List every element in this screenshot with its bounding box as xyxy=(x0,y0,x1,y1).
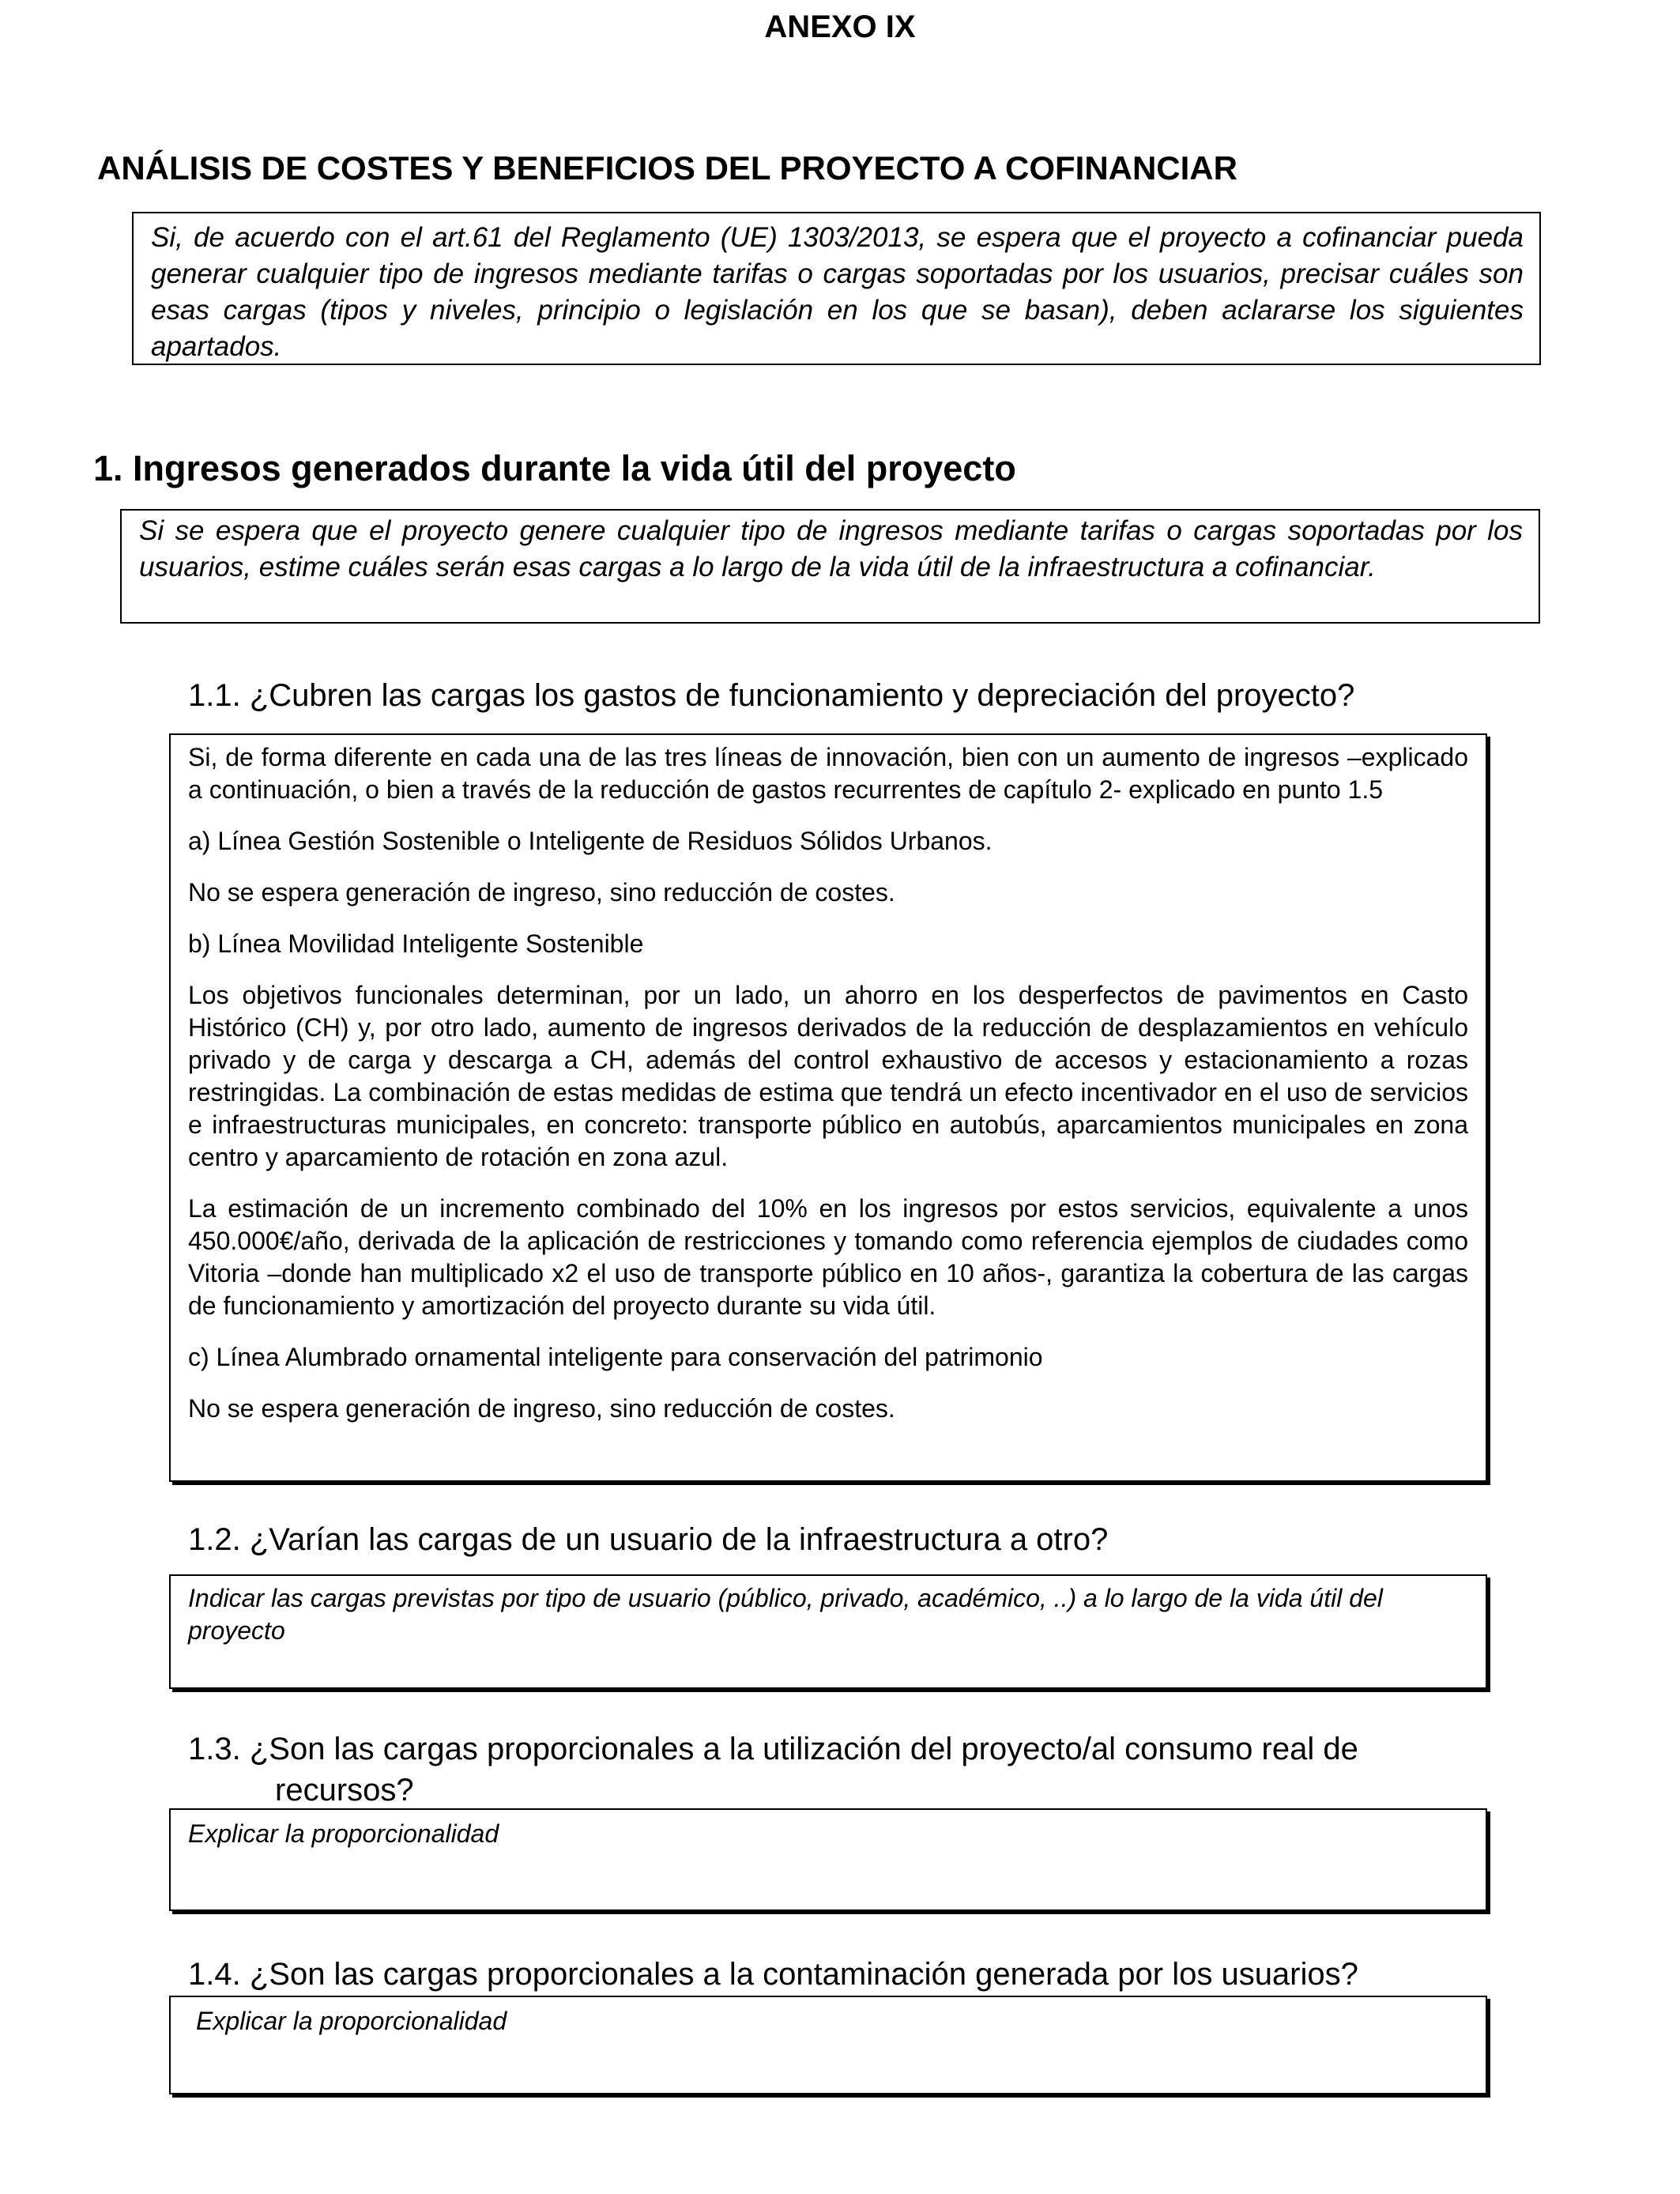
answer-1-1-paragraph: No se espera generación de ingreso, sino reducción de costes. xyxy=(188,1394,895,1423)
answer-1-1-paragraph: c) Línea Alumbrado ornamental inteligente para conservación del patrimonio xyxy=(188,1343,1043,1371)
intro-box xyxy=(132,212,1541,365)
document-title: ANÁLISIS DE COSTES Y BENEFICIOS DEL PROYECTO A COFINANCIAR xyxy=(97,149,1237,187)
question-1-3-line-1: 1.3. ¿Son las cargas proporcionales a la utilización del proyecto/al consumo real de xyxy=(188,1732,1358,1766)
question-1-1: 1.1. ¿Cubren las cargas los gastos de funcionamiento y depreciación del proyecto? xyxy=(188,678,1355,713)
answer-1-1-paragraph: b) Línea Movilidad Inteligente Sostenible xyxy=(188,929,644,958)
section-1-instruction-text: Si se espera que el proyecto genere cualquier tipo de ingresos mediante tarifas o cargas soportadas por los usuarios, estime cuáles serán esas cargas a lo largo de la vida útil de la infraestructura a cofinanciar. xyxy=(139,515,1523,582)
annex-title: ANEXO IX xyxy=(764,9,916,44)
question-1-3 xyxy=(188,1728,1484,1811)
answer-1-1-box xyxy=(169,733,1487,1482)
answer-1-2-box xyxy=(169,1574,1487,1689)
section-1-instruction-box xyxy=(120,509,1540,624)
question-1-4: 1.4. ¿Son las cargas proporcionales a la contaminación generada por los usuarios? xyxy=(188,1957,1358,1992)
question-1-2: 1.2. ¿Varían las cargas de un usuario de la infraestructura a otro? xyxy=(188,1522,1109,1557)
answer-1-4-box xyxy=(169,1996,1487,2094)
answer-1-1-paragraph: No se espera generación de ingreso, sino reducción de costes. xyxy=(188,878,895,907)
answer-1-1-paragraph: Si, de forma diferente en cada una de las tres líneas de innovación, bien con un aumento de ingresos –explicado a continuación, o bien a través de la reducción de gastos recurrentes de capítulo 2- explicado en punto 1.5 xyxy=(188,743,1468,804)
section-1-heading: 1. Ingresos generados durante la vida útil del proyecto xyxy=(93,448,1016,488)
answer-1-4-hint: Explicar la proporcionalidad xyxy=(196,2007,507,2035)
answer-1-3-box xyxy=(169,1808,1487,1911)
question-1-3-line-2: recursos? xyxy=(275,1773,414,1808)
answer-1-1-paragraph: Los objetivos funcionales determinan, por un lado, un ahorro en los desperfectos de pavimentos en Casto Histórico (CH) y, por otro lado, aumento de ingresos derivados de la reducción de desplazamientos en vehículo privado y de carga y descarga a CH, además del control exhaustivo de accesos y estacionamiento a rozas restringidas. La combinación de estas medidas de estima que tendrá un efecto incentivador en el uso de servicios e infraestructuras municipales, en concreto: transporte público en autobús, aparcamientos municipales en zona centro y aparcamiento de rotación en zona azul. xyxy=(188,981,1468,1171)
answer-1-1-paragraph: a) Línea Gestión Sostenible o Inteligente de Residuos Sólidos Urbanos. xyxy=(188,827,993,855)
answer-1-3-hint: Explicar la proporcionalidad xyxy=(188,1819,499,1848)
answer-1-2-hint: Indicar las cargas previstas por tipo de usuario (público, privado, académico, ..) a lo largo de la vida útil del proyecto xyxy=(188,1584,1383,1645)
answer-1-1-paragraph: La estimación de un incremento combinado del 10% en los ingresos por estos servicios, equivalente a unos 450.000€/año, derivada de la aplicación de restricciones y tomando como referencia ejemplos de ciudades como Vitoria –donde han multiplicado x2 el uso de transporte público en 10 años-, garantiza la cobertura de las cargas de funcionamiento y amortización del proyecto durante su vida útil. xyxy=(188,1194,1468,1320)
intro-text: Si, de acuerdo con el art.61 del Reglamento (UE) 1303/2013, se espera que el proyecto a cofinanciar pueda generar cualquier tipo de ingresos mediante tarifas o cargas soportadas por los usuarios, precisar cuáles son esas cargas (tipos y niveles, principio o legislación en los que se basan), deben aclararse los siguientes apartados. xyxy=(151,222,1524,362)
